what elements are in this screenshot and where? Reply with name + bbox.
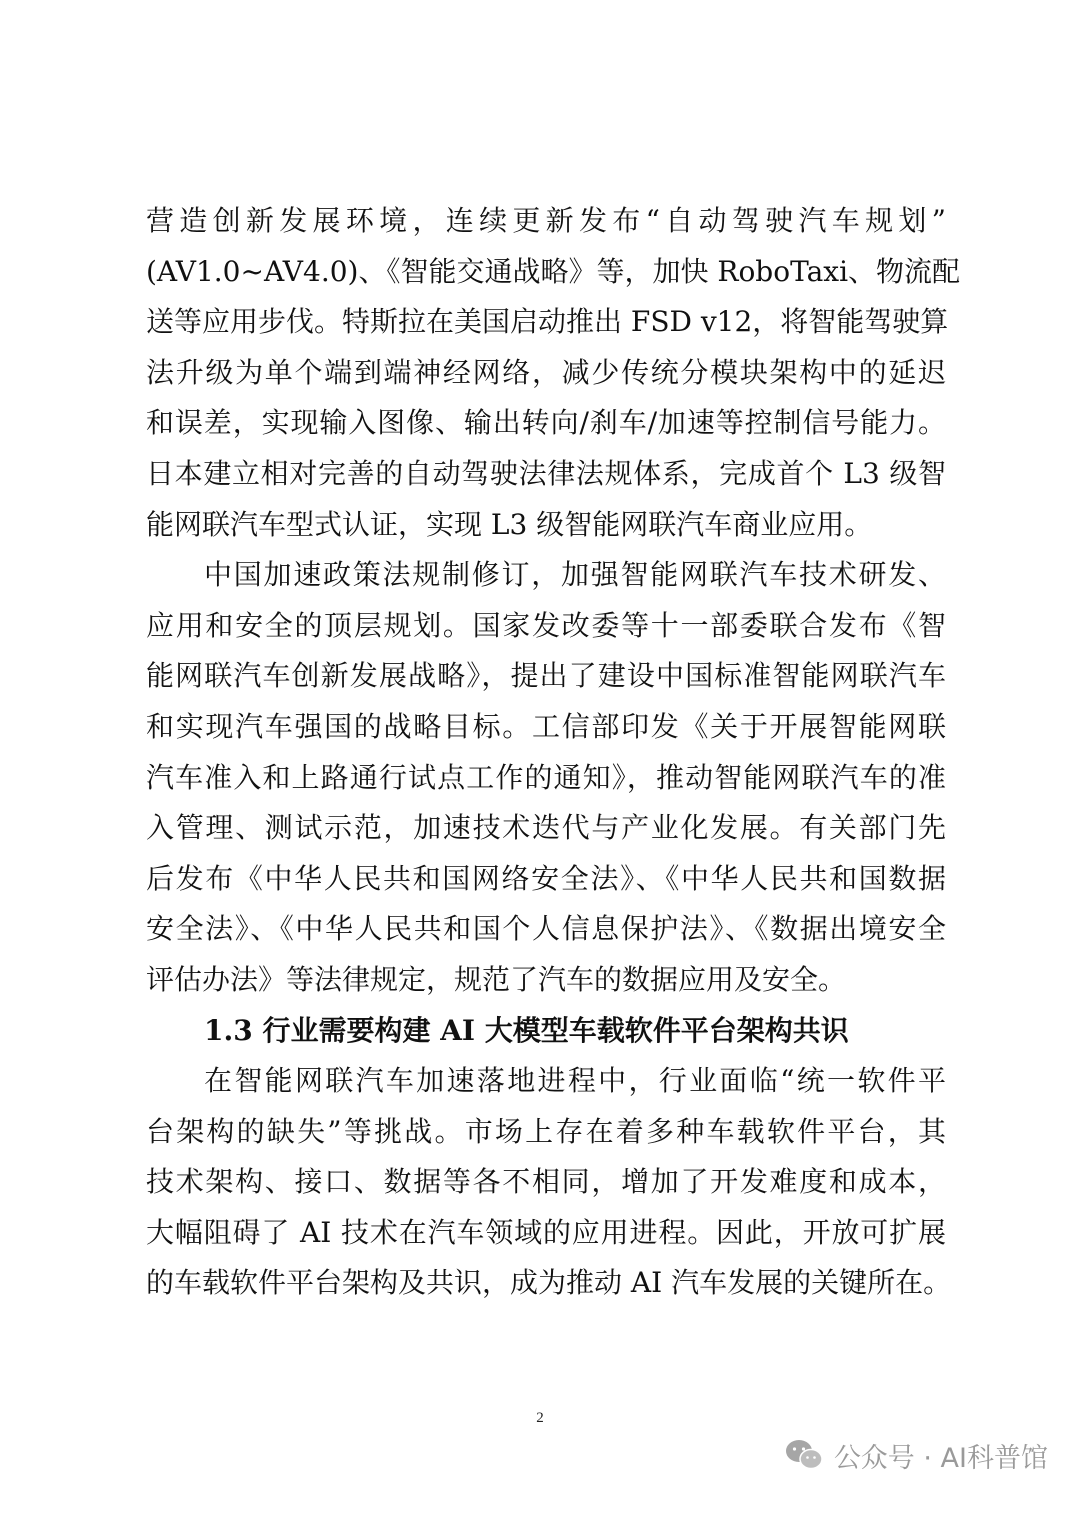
wechat-icon bbox=[784, 1438, 824, 1472]
text-line: 应用和安全的顶层规划。国家发改委等十一部委联合发布《智 bbox=[146, 608, 946, 642]
text-line: 后发布《中华人民共和国网络安全法》、《中华人民共和国数据 bbox=[146, 861, 946, 895]
text-line: 和误差，实现输入图像、输出转向/刹车/加速等控制信号能力。 bbox=[146, 406, 946, 440]
paragraph-1 bbox=[146, 196, 961, 550]
text-line: 中国加速政策法规制修订，加强智能网联汽车技术研发、 bbox=[204, 558, 946, 592]
watermark-text: 公众号 · AI科普馆 bbox=[833, 1442, 1048, 1474]
text-line: 入管理、测试示范，加速技术迭代与产业化发展。有关部门先 bbox=[146, 811, 946, 845]
text-line: 的车载软件平台架构及共识，成为推动 AI 汽车发展的关键所在。 bbox=[146, 1266, 952, 1300]
text-line: 在智能网联汽车加速落地进程中，行业面临“统一软件平 bbox=[204, 1064, 946, 1098]
text-line: 大幅阻碍了 AI 技术在汽车领域的应用进程。因此，开放可扩展 bbox=[146, 1215, 946, 1249]
text-line: 安全法》、《中华人民共和国个人信息保护法》、《数据出境安全 bbox=[146, 912, 946, 946]
text-line: 台架构的缺失”等挑战。市场上存在着多种车载软件平台，其 bbox=[146, 1114, 946, 1148]
text-line: 日本建立相对完善的自动驾驶法律法规体系，完成首个 L3 级智 bbox=[146, 456, 946, 490]
paragraph-2 bbox=[146, 550, 946, 1005]
text-line: 技术架构、接口、数据等各不相同，增加了开发难度和成本， bbox=[146, 1165, 946, 1199]
text-line: 评估办法》等法律规定，规范了汽车的数据应用及安全。 bbox=[146, 962, 847, 996]
text-line: 送等应用步伐。特斯拉在美国启动推出 FSD v12，将智能驾驶算 bbox=[146, 305, 949, 339]
text-line: 和实现汽车强国的战略目标。工信部印发《关于开展智能网联 bbox=[146, 709, 946, 743]
section-heading: 1.3 行业需要构建 AI 大模型车载软件平台架构共识 bbox=[204, 1013, 849, 1047]
text-line: 能网联汽车型式认证，实现 L3 级智能网联汽车商业应用。 bbox=[146, 507, 873, 541]
watermark bbox=[784, 1432, 1048, 1478]
paragraph-3 bbox=[146, 1056, 952, 1309]
page-number: 2 bbox=[536, 1410, 544, 1426]
document-body bbox=[146, 196, 961, 1309]
text-line: 汽车准入和上路通行试点工作的通知》，推动智能网联汽车的准 bbox=[146, 760, 946, 794]
text-line: 能网联汽车创新发展战略》，提出了建设中国标准智能网联汽车 bbox=[146, 659, 946, 693]
text-line: 营造创新发展环境，连续更新发布“自动驾驶汽车规划” bbox=[146, 204, 946, 237]
text-line: 法升级为单个端到端神经网络，减少传统分模块架构中的延迟 bbox=[146, 355, 946, 389]
text-line: (AV1.0~AV4.0)、《智能交通战略》等，加快 RoboTaxi、物流配 bbox=[146, 254, 961, 288]
